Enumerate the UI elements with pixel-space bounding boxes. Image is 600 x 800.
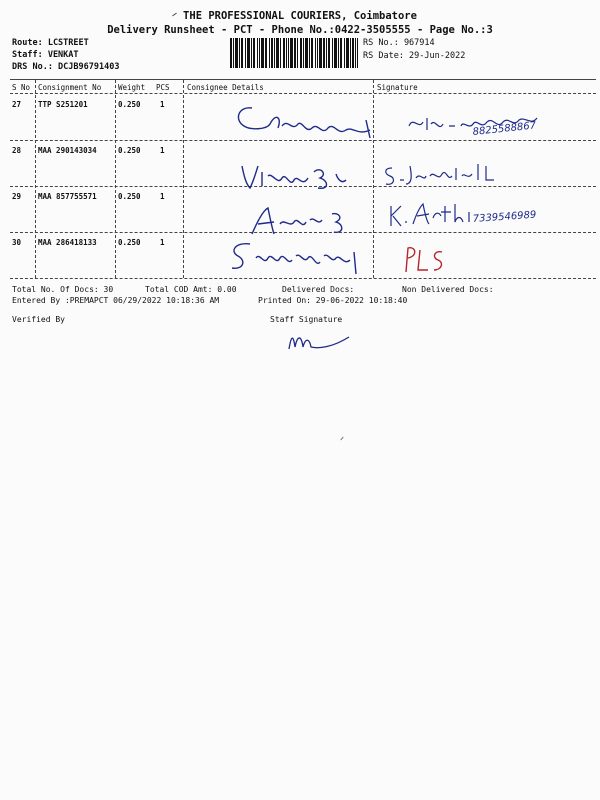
- col-header-signature: Signature: [377, 83, 418, 92]
- col-header-weight: Weight: [118, 83, 146, 92]
- row-pcs: 1: [160, 238, 165, 247]
- staff-text: Staff: VENKAT: [12, 50, 79, 60]
- rs-number: RS No.: 967914: [363, 38, 435, 48]
- row-pcs: 1: [160, 100, 165, 109]
- total-docs: Total No. Of Docs: 30: [12, 285, 114, 294]
- handwritten-consignee-row27: [230, 100, 380, 142]
- staff-signature-scribble: [285, 327, 355, 353]
- col-header-pcs: PCS: [156, 83, 170, 92]
- col-divider: [183, 80, 184, 278]
- row-consignment: MAA 857755571: [38, 192, 97, 201]
- row-pcs: 1: [160, 192, 165, 201]
- row-sno: 28: [12, 146, 22, 155]
- handwritten-consignee-row28: [238, 158, 368, 194]
- row-weight: 0.250: [118, 100, 141, 109]
- printed-on: Printed On: 29-06-2022 10:18:40: [258, 296, 408, 305]
- rs-date: RS Date: 29-Jun-2022: [363, 51, 466, 61]
- scan-mark: [340, 437, 343, 441]
- col-header-sno: S No: [12, 83, 31, 92]
- svg-text:8825588867: 8825588867: [472, 120, 537, 138]
- row-weight: 0.250: [118, 238, 141, 247]
- verified-by-label: Verified By: [12, 315, 65, 324]
- delivered-docs: Delivered Docs:: [282, 285, 355, 294]
- row-sno: 27: [12, 100, 22, 109]
- handwritten-consignee-row29: [248, 204, 358, 238]
- col-header-consignee: Consignee Details: [187, 83, 264, 92]
- entered-by: Entered By :PREMAPCT 06/29/2022 10:18:36 AM: [12, 296, 220, 305]
- table-header-rule: [10, 93, 596, 94]
- row-weight: 0.250: [118, 192, 141, 201]
- row-consignment: MAA 286418133: [38, 238, 97, 247]
- table-bottom-rule: [10, 278, 596, 279]
- drs-number: DRS No.: DCJB96791403: [12, 62, 120, 72]
- route-text: Route: LCSTREET: [12, 38, 89, 48]
- handwritten-consignee-row30: [228, 238, 368, 278]
- table-top-rule: [10, 79, 596, 80]
- row-sno: 30: [12, 238, 22, 247]
- handwritten-signature-row27: [405, 108, 575, 138]
- col-divider: [115, 80, 116, 278]
- handwritten-signature-row30: [400, 244, 450, 274]
- row-sno: 29: [12, 192, 22, 201]
- svg-text:7339546989: 7339546989: [472, 209, 537, 225]
- runsheet-subtitle: Delivery Runsheet - PCT - Phone No.:0422-3505555 - Page No.:3: [107, 24, 493, 36]
- company-title: THE PROFESSIONAL COURIERS, Coimbatore: [183, 10, 417, 22]
- row-consignment: TTP S251201: [38, 100, 88, 109]
- non-delivered-docs: Non Delivered Docs:: [402, 285, 494, 294]
- barcode-image: [230, 38, 358, 68]
- row-pcs: 1: [160, 146, 165, 155]
- col-header-consignment: Consignment No: [38, 83, 102, 92]
- col-divider: [35, 80, 36, 278]
- handwritten-signature-row28: [382, 160, 502, 188]
- handwritten-signature-row29: [385, 200, 545, 230]
- row-consignment: MAA 290143034: [38, 146, 97, 155]
- row-weight: 0.250: [118, 146, 141, 155]
- staff-signature-label: Staff Signature: [270, 315, 343, 324]
- total-cod: Total COD Amt: 0.00: [145, 285, 237, 294]
